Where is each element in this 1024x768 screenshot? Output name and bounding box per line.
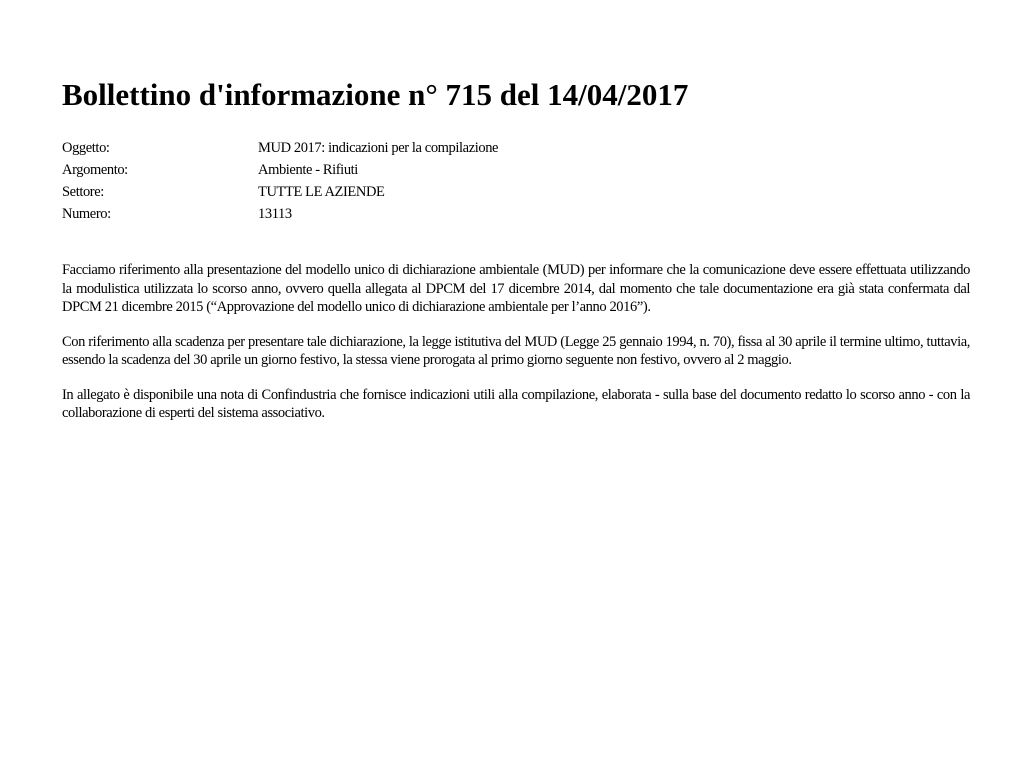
body-paragraph: Facciamo riferimento alla presentazione del modello unico di dichiarazione ambientale (MUD) per informare che la comunicazione deve essere effettuata utilizzando la modulistica utilizzata lo scorso anno, ovvero quella allegata al DPCM del 17 dicembre 2014, dal momento che tale documentazione era già stata confermata dal DPCM 21 dicembre 2015 (“Approvazione del modello unico di dichiarazione ambientale per l’anno 2016”). <box>62 262 970 315</box>
body-paragraph: In allegato è disponibile una nota di Confindustria che fornisce indicazioni utili alla compilazione, elaborata - sulla base del documento redatto lo scorso anno - con la collaborazione di esperti del sistema associativo. <box>62 386 970 421</box>
bulletin-body <box>62 261 970 439</box>
metadata-value: 13113 <box>258 206 292 222</box>
metadata-value: Ambiente - Rifiuti <box>258 162 358 178</box>
body-paragraph: Con riferimento alla scadenza per presentare tale dichiarazione, la legge istitutiva del MUD (Legge 25 gennaio 1994, n. 70), fissa al 30 aprile il termine ultimo, tuttavia, essendo la scadenza del 30 aprile un giorno festivo, la stessa viene prorogata al primo giorno seguente non festivo, ovvero al 2 maggio. <box>62 333 970 368</box>
metadata-row-oggetto <box>62 137 498 159</box>
metadata-label: Argomento: <box>62 162 128 178</box>
metadata-value: MUD 2017: indicazioni per la compilazione <box>258 140 499 156</box>
metadata-row-settore <box>62 181 498 203</box>
metadata-label: Numero: <box>62 206 111 222</box>
metadata-table <box>62 137 498 225</box>
metadata-row-argomento <box>62 159 498 181</box>
metadata-row-numero <box>62 203 498 225</box>
metadata-label: Settore: <box>62 184 104 200</box>
metadata-value: TUTTE LE AZIENDE <box>258 184 385 200</box>
metadata-label: Oggetto: <box>62 140 110 156</box>
page-title: Bollettino d'informazione n° 715 del 14/04/2017 <box>62 77 689 112</box>
